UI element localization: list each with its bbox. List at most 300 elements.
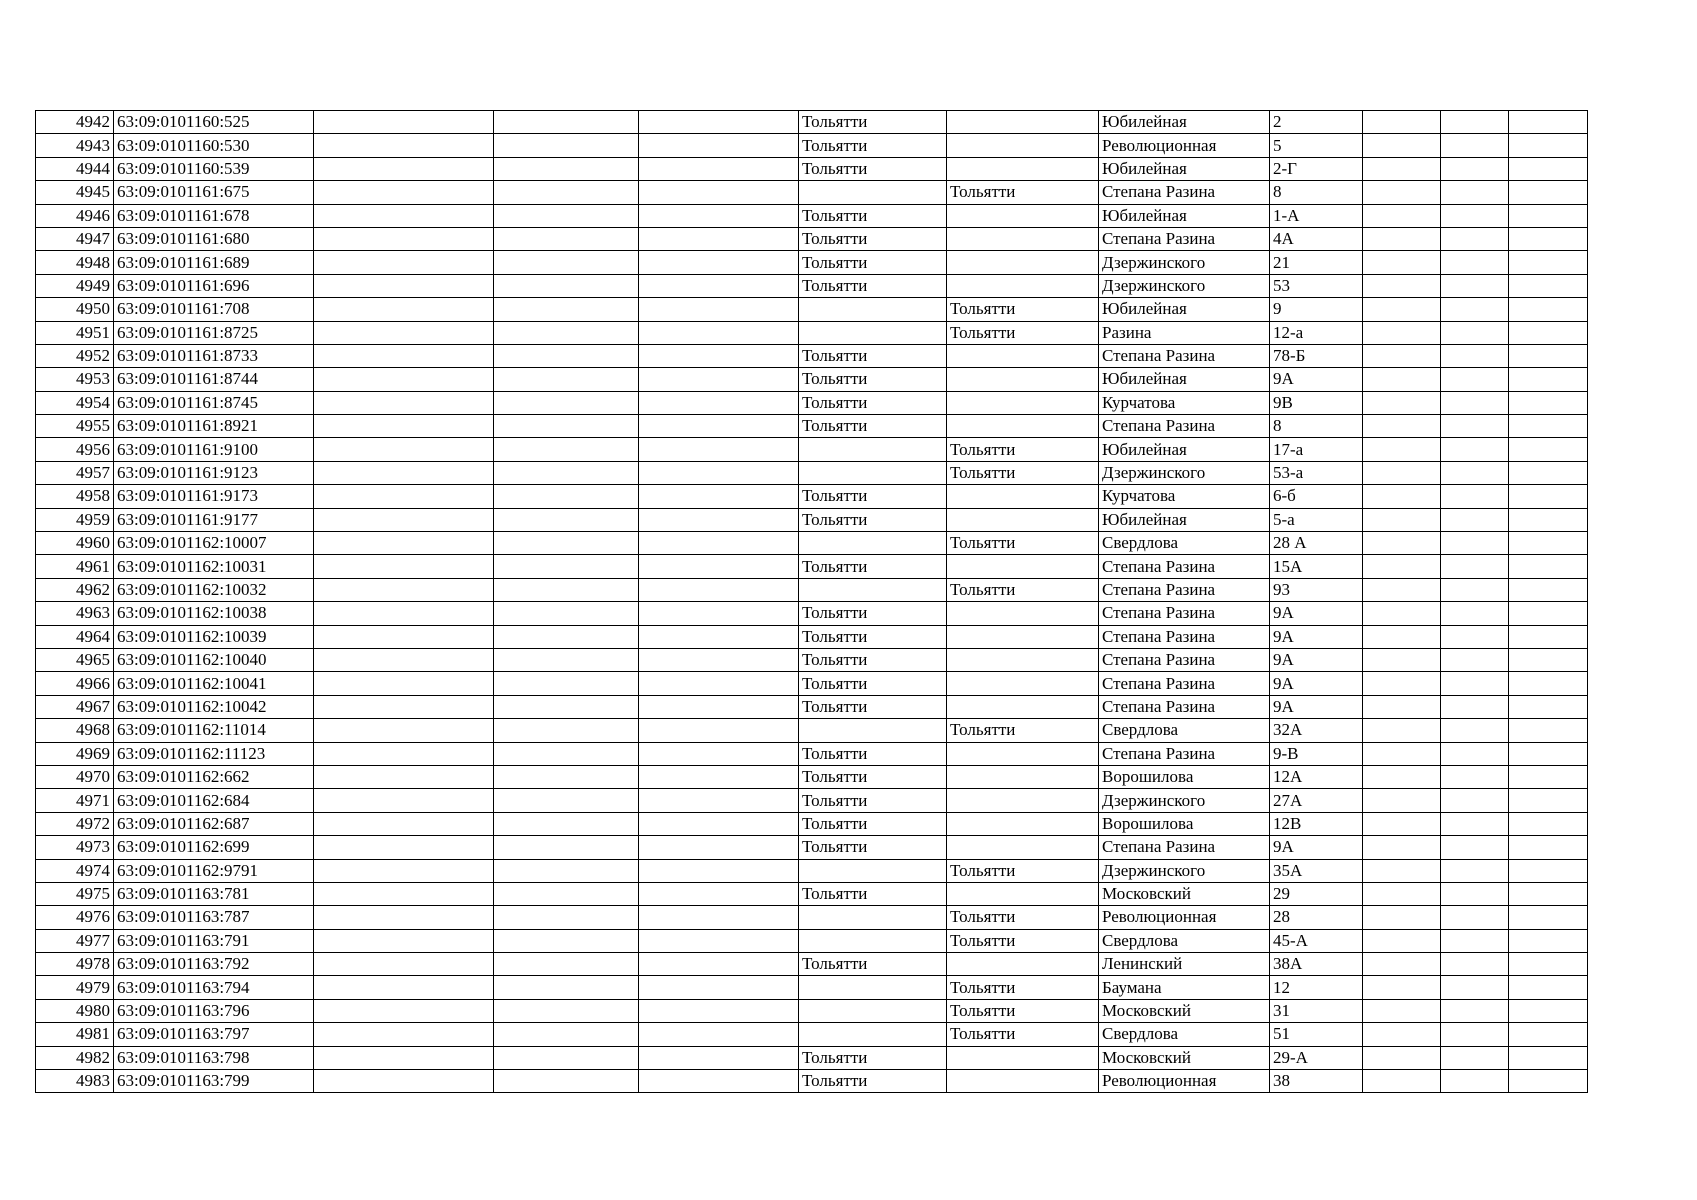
table-row	[36, 532, 1588, 555]
col-3-cell	[314, 461, 494, 484]
col-5-cell	[639, 438, 799, 461]
house-number-cell: 12	[1270, 976, 1363, 999]
col-12-cell	[1509, 906, 1588, 929]
col-4-cell	[494, 251, 639, 274]
house-number-cell: 8	[1270, 415, 1363, 438]
col-10-cell	[1363, 532, 1441, 555]
row-number-cell: 4983	[36, 1070, 114, 1093]
cadastral-number-cell: 63:09:0101161:9177	[114, 508, 314, 531]
col-4-cell	[494, 1070, 639, 1093]
col-5-cell	[639, 134, 799, 157]
city-b-cell	[947, 836, 1099, 859]
col-3-cell	[314, 625, 494, 648]
col-5-cell	[639, 672, 799, 695]
col-12-cell	[1509, 976, 1588, 999]
col-4-cell	[494, 602, 639, 625]
street-cell: Степана Разина	[1099, 181, 1270, 204]
cadastral-number-cell: 63:09:0101161:675	[114, 181, 314, 204]
city-a-cell	[799, 181, 947, 204]
col-11-cell	[1441, 929, 1509, 952]
col-4-cell	[494, 227, 639, 250]
col-12-cell	[1509, 742, 1588, 765]
col-10-cell	[1363, 765, 1441, 788]
street-cell: Дзержинского	[1099, 274, 1270, 297]
table-row	[36, 415, 1588, 438]
row-number-cell: 4982	[36, 1046, 114, 1069]
col-11-cell	[1441, 298, 1509, 321]
city-a-cell: Тольятти	[799, 251, 947, 274]
col-4-cell	[494, 532, 639, 555]
street-cell: Ворошилова	[1099, 765, 1270, 788]
city-a-cell: Тольятти	[799, 953, 947, 976]
col-11-cell	[1441, 181, 1509, 204]
table-row	[36, 976, 1588, 999]
col-3-cell	[314, 929, 494, 952]
city-a-cell: Тольятти	[799, 227, 947, 250]
col-3-cell	[314, 227, 494, 250]
col-12-cell	[1509, 602, 1588, 625]
cadastral-number-cell: 63:09:0101162:10040	[114, 648, 314, 671]
col-12-cell	[1509, 461, 1588, 484]
col-11-cell	[1441, 719, 1509, 742]
col-5-cell	[639, 602, 799, 625]
table-row	[36, 157, 1588, 180]
col-12-cell	[1509, 882, 1588, 905]
city-a-cell	[799, 578, 947, 601]
table-row	[36, 742, 1588, 765]
col-10-cell	[1363, 906, 1441, 929]
city-a-cell: Тольятти	[799, 648, 947, 671]
house-number-cell: 35А	[1270, 859, 1363, 882]
col-5-cell	[639, 719, 799, 742]
city-b-cell	[947, 812, 1099, 835]
col-11-cell	[1441, 461, 1509, 484]
city-b-cell: Тольятти	[947, 438, 1099, 461]
col-11-cell	[1441, 602, 1509, 625]
city-a-cell	[799, 906, 947, 929]
row-number-cell: 4979	[36, 976, 114, 999]
city-b-cell	[947, 415, 1099, 438]
city-a-cell	[799, 461, 947, 484]
city-b-cell: Тольятти	[947, 906, 1099, 929]
col-5-cell	[639, 1070, 799, 1093]
col-5-cell	[639, 695, 799, 718]
col-11-cell	[1441, 648, 1509, 671]
col-11-cell	[1441, 789, 1509, 812]
cadastral-number-cell: 63:09:0101162:10031	[114, 555, 314, 578]
col-10-cell	[1363, 859, 1441, 882]
city-a-cell: Тольятти	[799, 672, 947, 695]
col-3-cell	[314, 344, 494, 367]
col-10-cell	[1363, 953, 1441, 976]
cadastral-number-cell: 63:09:0101161:708	[114, 298, 314, 321]
house-number-cell: 15А	[1270, 555, 1363, 578]
city-b-cell: Тольятти	[947, 859, 1099, 882]
col-10-cell	[1363, 461, 1441, 484]
city-b-cell	[947, 602, 1099, 625]
house-number-cell: 5	[1270, 134, 1363, 157]
city-b-cell	[947, 882, 1099, 905]
cadastral-number-cell: 63:09:0101161:8733	[114, 344, 314, 367]
col-3-cell	[314, 298, 494, 321]
cadastral-number-cell: 63:09:0101161:689	[114, 251, 314, 274]
col-4-cell	[494, 344, 639, 367]
col-10-cell	[1363, 999, 1441, 1022]
street-cell: Баумана	[1099, 976, 1270, 999]
city-a-cell: Тольятти	[799, 204, 947, 227]
city-b-cell	[947, 953, 1099, 976]
col-5-cell	[639, 906, 799, 929]
col-11-cell	[1441, 134, 1509, 157]
col-4-cell	[494, 719, 639, 742]
street-cell: Ворошилова	[1099, 812, 1270, 835]
city-a-cell: Тольятти	[799, 625, 947, 648]
col-12-cell	[1509, 812, 1588, 835]
table-row	[36, 321, 1588, 344]
col-5-cell	[639, 999, 799, 1022]
col-4-cell	[494, 391, 639, 414]
cadastral-number-cell: 63:09:0101162:10007	[114, 532, 314, 555]
table-row	[36, 204, 1588, 227]
house-number-cell: 51	[1270, 1023, 1363, 1046]
col-4-cell	[494, 648, 639, 671]
house-number-cell: 12-а	[1270, 321, 1363, 344]
city-a-cell: Тольятти	[799, 415, 947, 438]
col-10-cell	[1363, 344, 1441, 367]
col-4-cell	[494, 555, 639, 578]
col-12-cell	[1509, 157, 1588, 180]
row-number-cell: 4942	[36, 111, 114, 134]
street-cell: Степана Разина	[1099, 672, 1270, 695]
street-cell: Дзержинского	[1099, 859, 1270, 882]
col-11-cell	[1441, 672, 1509, 695]
street-cell: Степана Разина	[1099, 602, 1270, 625]
city-a-cell	[799, 719, 947, 742]
col-10-cell	[1363, 929, 1441, 952]
house-number-cell: 5-а	[1270, 508, 1363, 531]
table-row	[36, 181, 1588, 204]
col-5-cell	[639, 508, 799, 531]
col-11-cell	[1441, 111, 1509, 134]
col-12-cell	[1509, 485, 1588, 508]
table-row	[36, 953, 1588, 976]
row-number-cell: 4966	[36, 672, 114, 695]
row-number-cell: 4980	[36, 999, 114, 1022]
street-cell: Юбилейная	[1099, 438, 1270, 461]
col-4-cell	[494, 485, 639, 508]
city-a-cell: Тольятти	[799, 274, 947, 297]
col-4-cell	[494, 882, 639, 905]
street-cell: Степана Разина	[1099, 555, 1270, 578]
col-3-cell	[314, 508, 494, 531]
col-3-cell	[314, 1070, 494, 1093]
street-cell: Степана Разина	[1099, 415, 1270, 438]
row-number-cell: 4975	[36, 882, 114, 905]
col-3-cell	[314, 532, 494, 555]
street-cell: Курчатова	[1099, 485, 1270, 508]
col-10-cell	[1363, 251, 1441, 274]
col-11-cell	[1441, 344, 1509, 367]
city-a-cell: Тольятти	[799, 368, 947, 391]
col-12-cell	[1509, 719, 1588, 742]
col-5-cell	[639, 789, 799, 812]
table-row	[36, 602, 1588, 625]
house-number-cell: 17-а	[1270, 438, 1363, 461]
table-row	[36, 719, 1588, 742]
col-4-cell	[494, 953, 639, 976]
col-3-cell	[314, 321, 494, 344]
col-5-cell	[639, 251, 799, 274]
city-a-cell: Тольятти	[799, 555, 947, 578]
col-10-cell	[1363, 204, 1441, 227]
city-a-cell	[799, 1023, 947, 1046]
city-b-cell	[947, 742, 1099, 765]
house-number-cell: 38	[1270, 1070, 1363, 1093]
col-3-cell	[314, 648, 494, 671]
register-table	[35, 110, 1588, 1093]
row-number-cell: 4973	[36, 836, 114, 859]
city-b-cell: Тольятти	[947, 1023, 1099, 1046]
row-number-cell: 4963	[36, 602, 114, 625]
house-number-cell: 9А	[1270, 836, 1363, 859]
col-10-cell	[1363, 672, 1441, 695]
col-12-cell	[1509, 134, 1588, 157]
col-12-cell	[1509, 1070, 1588, 1093]
col-12-cell	[1509, 181, 1588, 204]
col-10-cell	[1363, 625, 1441, 648]
house-number-cell: 53-а	[1270, 461, 1363, 484]
col-3-cell	[314, 602, 494, 625]
col-4-cell	[494, 415, 639, 438]
col-4-cell	[494, 625, 639, 648]
col-10-cell	[1363, 789, 1441, 812]
col-11-cell	[1441, 1070, 1509, 1093]
col-10-cell	[1363, 836, 1441, 859]
col-5-cell	[639, 181, 799, 204]
table-row	[36, 274, 1588, 297]
city-a-cell: Тольятти	[799, 1070, 947, 1093]
city-a-cell	[799, 298, 947, 321]
col-4-cell	[494, 274, 639, 297]
row-number-cell: 4962	[36, 578, 114, 601]
col-3-cell	[314, 765, 494, 788]
col-10-cell	[1363, 742, 1441, 765]
table-row	[36, 672, 1588, 695]
street-cell: Свердлова	[1099, 929, 1270, 952]
col-12-cell	[1509, 368, 1588, 391]
city-a-cell: Тольятти	[799, 111, 947, 134]
street-cell: Московский	[1099, 1046, 1270, 1069]
street-cell: Степана Разина	[1099, 742, 1270, 765]
col-12-cell	[1509, 1023, 1588, 1046]
col-5-cell	[639, 485, 799, 508]
house-number-cell: 21	[1270, 251, 1363, 274]
col-3-cell	[314, 578, 494, 601]
city-b-cell	[947, 765, 1099, 788]
col-11-cell	[1441, 812, 1509, 835]
house-number-cell: 12В	[1270, 812, 1363, 835]
city-b-cell: Тольятти	[947, 532, 1099, 555]
cadastral-number-cell: 63:09:0101160:525	[114, 111, 314, 134]
city-b-cell: Тольятти	[947, 461, 1099, 484]
col-4-cell	[494, 368, 639, 391]
col-3-cell	[314, 953, 494, 976]
cadastral-number-cell: 63:09:0101162:10032	[114, 578, 314, 601]
city-b-cell	[947, 157, 1099, 180]
table-row	[36, 812, 1588, 835]
house-number-cell: 2-Г	[1270, 157, 1363, 180]
table-row	[36, 1046, 1588, 1069]
row-number-cell: 4943	[36, 134, 114, 157]
col-10-cell	[1363, 485, 1441, 508]
cadastral-number-cell: 63:09:0101163:796	[114, 999, 314, 1022]
cadastral-number-cell: 63:09:0101161:696	[114, 274, 314, 297]
col-11-cell	[1441, 438, 1509, 461]
col-10-cell	[1363, 438, 1441, 461]
street-cell: Курчатова	[1099, 391, 1270, 414]
cadastral-number-cell: 63:09:0101163:791	[114, 929, 314, 952]
cadastral-number-cell: 63:09:0101161:9123	[114, 461, 314, 484]
street-cell: Юбилейная	[1099, 368, 1270, 391]
row-number-cell: 4974	[36, 859, 114, 882]
cadastral-number-cell: 63:09:0101161:8921	[114, 415, 314, 438]
house-number-cell: 9В	[1270, 391, 1363, 414]
row-number-cell: 4976	[36, 906, 114, 929]
table-row	[36, 508, 1588, 531]
city-a-cell	[799, 321, 947, 344]
row-number-cell: 4959	[36, 508, 114, 531]
col-10-cell	[1363, 812, 1441, 835]
table-row	[36, 438, 1588, 461]
city-a-cell: Тольятти	[799, 602, 947, 625]
col-10-cell	[1363, 227, 1441, 250]
city-b-cell	[947, 625, 1099, 648]
city-b-cell: Тольятти	[947, 929, 1099, 952]
col-5-cell	[639, 578, 799, 601]
house-number-cell: 9А	[1270, 368, 1363, 391]
row-number-cell: 4950	[36, 298, 114, 321]
city-b-cell	[947, 485, 1099, 508]
col-5-cell	[639, 274, 799, 297]
register-table-body	[36, 111, 1588, 1093]
table-row	[36, 578, 1588, 601]
col-11-cell	[1441, 695, 1509, 718]
city-a-cell: Тольятти	[799, 157, 947, 180]
street-cell: Свердлова	[1099, 532, 1270, 555]
col-3-cell	[314, 1023, 494, 1046]
house-number-cell: 9	[1270, 298, 1363, 321]
col-4-cell	[494, 181, 639, 204]
col-5-cell	[639, 461, 799, 484]
house-number-cell: 28	[1270, 906, 1363, 929]
col-3-cell	[314, 742, 494, 765]
city-a-cell: Тольятти	[799, 812, 947, 835]
col-10-cell	[1363, 578, 1441, 601]
row-number-cell: 4956	[36, 438, 114, 461]
col-12-cell	[1509, 859, 1588, 882]
col-10-cell	[1363, 555, 1441, 578]
row-number-cell: 4970	[36, 765, 114, 788]
street-cell: Юбилейная	[1099, 111, 1270, 134]
city-b-cell	[947, 672, 1099, 695]
city-b-cell: Тольятти	[947, 298, 1099, 321]
house-number-cell: 78-Б	[1270, 344, 1363, 367]
city-b-cell: Тольятти	[947, 321, 1099, 344]
cadastral-number-cell: 63:09:0101161:8744	[114, 368, 314, 391]
city-a-cell: Тольятти	[799, 508, 947, 531]
col-5-cell	[639, 227, 799, 250]
city-a-cell: Тольятти	[799, 836, 947, 859]
col-3-cell	[314, 999, 494, 1022]
row-number-cell: 4945	[36, 181, 114, 204]
city-b-cell	[947, 555, 1099, 578]
street-cell: Юбилейная	[1099, 298, 1270, 321]
city-b-cell	[947, 648, 1099, 671]
house-number-cell: 31	[1270, 999, 1363, 1022]
row-number-cell: 4965	[36, 648, 114, 671]
city-b-cell: Тольятти	[947, 976, 1099, 999]
table-row	[36, 485, 1588, 508]
city-a-cell: Тольятти	[799, 134, 947, 157]
street-cell: Разина	[1099, 321, 1270, 344]
col-5-cell	[639, 111, 799, 134]
col-3-cell	[314, 134, 494, 157]
table-row	[36, 789, 1588, 812]
col-11-cell	[1441, 882, 1509, 905]
cadastral-number-cell: 63:09:0101162:11014	[114, 719, 314, 742]
col-5-cell	[639, 344, 799, 367]
cadastral-number-cell: 63:09:0101162:687	[114, 812, 314, 835]
city-a-cell	[799, 532, 947, 555]
house-number-cell: 29	[1270, 882, 1363, 905]
house-number-cell: 27А	[1270, 789, 1363, 812]
house-number-cell: 93	[1270, 578, 1363, 601]
col-10-cell	[1363, 1023, 1441, 1046]
street-cell: Дзержинского	[1099, 251, 1270, 274]
col-5-cell	[639, 836, 799, 859]
row-number-cell: 4969	[36, 742, 114, 765]
col-4-cell	[494, 999, 639, 1022]
col-4-cell	[494, 976, 639, 999]
row-number-cell: 4944	[36, 157, 114, 180]
col-11-cell	[1441, 625, 1509, 648]
row-number-cell: 4978	[36, 953, 114, 976]
col-3-cell	[314, 485, 494, 508]
house-number-cell: 45-А	[1270, 929, 1363, 952]
col-10-cell	[1363, 157, 1441, 180]
row-number-cell: 4967	[36, 695, 114, 718]
street-cell: Степана Разина	[1099, 227, 1270, 250]
street-cell: Степана Разина	[1099, 648, 1270, 671]
col-5-cell	[639, 929, 799, 952]
col-3-cell	[314, 719, 494, 742]
table-row	[36, 882, 1588, 905]
col-10-cell	[1363, 181, 1441, 204]
table-row	[36, 344, 1588, 367]
col-5-cell	[639, 1046, 799, 1069]
col-4-cell	[494, 695, 639, 718]
col-12-cell	[1509, 438, 1588, 461]
col-3-cell	[314, 812, 494, 835]
col-3-cell	[314, 906, 494, 929]
col-5-cell	[639, 555, 799, 578]
col-3-cell	[314, 157, 494, 180]
col-10-cell	[1363, 274, 1441, 297]
city-a-cell: Тольятти	[799, 882, 947, 905]
cadastral-number-cell: 63:09:0101161:8725	[114, 321, 314, 344]
row-number-cell: 4971	[36, 789, 114, 812]
col-3-cell	[314, 695, 494, 718]
